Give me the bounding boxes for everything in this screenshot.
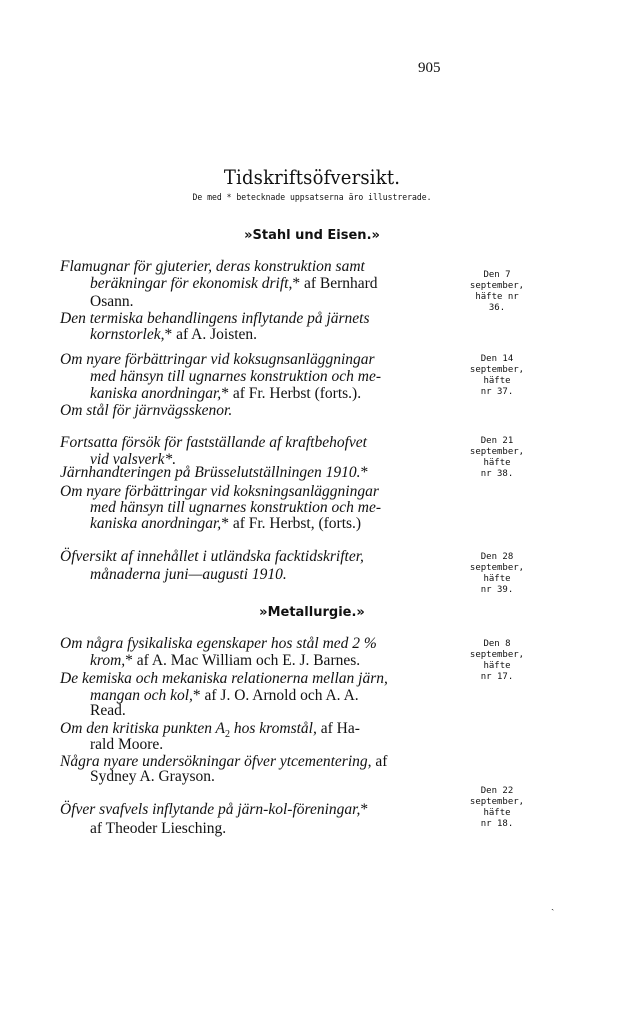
section-heading-stahl-und-eisen: »Stahl und Eisen.» bbox=[244, 228, 380, 243]
date-note-6-line-3: häfte bbox=[483, 808, 511, 818]
entry-5-line-8-part-2: af bbox=[371, 753, 388, 770]
entry-5-line-7-part-1: rald Moore. bbox=[90, 736, 164, 753]
date-note-2-line-3: häfte bbox=[483, 376, 511, 386]
entry-3-line-4 bbox=[60, 484, 379, 500]
entry-2-line-4-part-1: Om stål för järnvägsskenor. bbox=[60, 402, 233, 419]
date-note-3-line-3: häfte bbox=[483, 458, 511, 468]
date-note-1-line-4: 36. bbox=[488, 303, 506, 313]
entry-2-line-2 bbox=[90, 369, 381, 385]
date-note-3 bbox=[464, 436, 530, 480]
entry-1-line-5 bbox=[90, 327, 257, 343]
date-note-6-line-1: Den 22 bbox=[480, 786, 514, 796]
entry-5-line-4 bbox=[90, 688, 359, 704]
entry-4-line-1 bbox=[60, 549, 364, 565]
entry-6-line-1-part-2: * bbox=[360, 801, 369, 818]
page-number: 905 bbox=[418, 60, 441, 76]
entry-4-line-2-part-1: månaderna juni—augusti 1910. bbox=[90, 566, 287, 583]
entry-2-line-2-part-1: med hänsyn till ugnarnes konstruktion och me- bbox=[90, 368, 382, 385]
entry-3-line-4-part-1: Om nyare förbättringar vid koksningsanläggningar bbox=[60, 483, 379, 500]
entry-1-line-4 bbox=[60, 311, 370, 327]
entry-5-line-1 bbox=[60, 636, 377, 652]
date-note-1-line-2: september, bbox=[469, 281, 525, 291]
entry-1-line-2 bbox=[90, 276, 378, 292]
date-note-5-line-4: nr 17. bbox=[480, 672, 514, 682]
entry-3-line-3-part-2: * bbox=[360, 464, 369, 481]
entry-5-line-6-part-2: 2 bbox=[225, 729, 231, 741]
entry-2-line-1-part-1: Om nyare förbättringar vid koksugnsanläggningar bbox=[60, 351, 375, 368]
entry-2-line-3 bbox=[90, 386, 361, 402]
entry-5-line-9-part-1: Sydney A. Grayson. bbox=[90, 768, 215, 785]
date-note-5-line-2: september, bbox=[469, 650, 525, 660]
date-note-2 bbox=[464, 354, 530, 398]
entry-1-line-5-part-2: * af A. Joisten. bbox=[164, 326, 258, 343]
entry-1-line-4-part-1: Den termiska behandlingens inflytande på järnets bbox=[60, 310, 370, 327]
entry-5-line-2-part-1: krom, bbox=[90, 652, 126, 669]
date-note-5-line-3: häfte bbox=[483, 661, 511, 671]
entry-3-line-5-part-1: med hänsyn till ugnarnes konstruktion och me- bbox=[90, 499, 382, 516]
entry-5-line-3 bbox=[60, 671, 388, 687]
entry-5-line-4-part-1: mangan och kol, bbox=[90, 687, 193, 704]
date-note-6-line-2: september, bbox=[469, 797, 525, 807]
entry-2-line-4 bbox=[60, 403, 232, 419]
date-note-4 bbox=[464, 552, 530, 596]
page-title: Tidskriftsöfversikt. bbox=[223, 165, 401, 189]
margin-mark: ˎ bbox=[551, 900, 555, 911]
entry-5-line-6-part-3: hos kromstål, bbox=[230, 720, 317, 737]
entry-6-line-2 bbox=[90, 821, 226, 837]
date-note-5 bbox=[464, 639, 530, 683]
entry-5-line-9 bbox=[90, 769, 215, 785]
entry-3-line-3 bbox=[60, 465, 368, 481]
entry-5-line-5-part-1: Read. bbox=[90, 702, 126, 719]
entry-6-line-1 bbox=[60, 802, 368, 818]
entry-5-line-2 bbox=[90, 653, 360, 669]
date-note-6 bbox=[464, 786, 530, 830]
entry-5-line-6-part-1: Om den kritiska punkten A bbox=[60, 720, 226, 737]
entry-1-line-1 bbox=[60, 259, 365, 275]
entry-5-line-8-part-1: Några nyare undersökningar öfver ytcementering, bbox=[60, 753, 372, 770]
entry-1-line-3-part-1: Osann. bbox=[90, 293, 134, 310]
date-note-2-line-2: september, bbox=[469, 365, 525, 375]
date-note-4-line-4: nr 39. bbox=[480, 585, 514, 595]
entry-2-line-3-part-1: kaniska anordningar, bbox=[90, 385, 222, 402]
date-note-3-line-2: september, bbox=[469, 447, 525, 457]
date-note-3-line-4: nr 38. bbox=[480, 469, 514, 479]
entry-3-line-6 bbox=[90, 516, 361, 532]
date-note-4-line-2: september, bbox=[469, 563, 525, 573]
entry-2-line-1 bbox=[60, 352, 375, 368]
entry-3-line-1-part-1: Fortsatta försök för fastställande af kraftbehofvet bbox=[60, 434, 367, 451]
entry-2-line-3-part-2: * af Fr. Herbst (forts.). bbox=[221, 385, 362, 402]
entry-5-line-5 bbox=[90, 703, 126, 719]
date-note-2-line-4: nr 37. bbox=[480, 387, 514, 397]
entry-6-line-2-part-1: af Theoder Liesching. bbox=[90, 820, 227, 837]
entry-5-line-7 bbox=[90, 737, 163, 753]
date-note-4-line-3: häfte bbox=[483, 574, 511, 584]
entry-3-line-2-part-1: vid valsverk*. bbox=[90, 451, 177, 468]
date-note-3-line-1: Den 21 bbox=[480, 436, 514, 446]
entry-5-line-6-part-4: af Ha- bbox=[316, 720, 360, 737]
entry-5-line-2-part-2: * af A. Mac William och E. J. Barnes. bbox=[125, 652, 361, 669]
entry-1-line-5-part-1: kornstorlek, bbox=[90, 326, 165, 343]
date-note-1-line-3: häfte nr bbox=[475, 292, 519, 302]
entry-1-line-2-part-2: * af Bernhard bbox=[292, 275, 378, 292]
date-note-5-line-1: Den 8 bbox=[483, 639, 511, 649]
entry-5-line-3-part-1: De kemiska och mekaniska relationerna mellan järn, bbox=[60, 670, 388, 687]
date-note-1 bbox=[464, 270, 530, 314]
entry-4-line-2 bbox=[90, 567, 287, 583]
entry-6-line-1-part-1: Öfver svafvels inflytande på järn-kol-föreningar, bbox=[60, 801, 361, 818]
entry-5-line-4-part-2: * af J. O. Arnold och A. A. bbox=[192, 687, 359, 704]
section-heading-metallurgie: »Metallurgie.» bbox=[259, 605, 365, 620]
entry-3-line-1 bbox=[60, 435, 367, 451]
entry-3-line-5 bbox=[90, 500, 381, 516]
date-note-2-line-1: Den 14 bbox=[480, 354, 514, 364]
entry-1-line-2-part-1: beräkningar för ekonomisk drift, bbox=[90, 275, 293, 292]
entry-3-line-3-part-1: Järnhandteringen på Brüsselutställningen 1910. bbox=[60, 464, 361, 481]
entry-1-line-3 bbox=[90, 294, 133, 310]
entry-4-line-1-part-1: Öfversikt af innehållet i utländska facktidskrifter, bbox=[60, 548, 364, 565]
entry-3-line-6-part-1: kaniska anordningar, bbox=[90, 515, 222, 532]
entry-3-line-6-part-2: * af Fr. Herbst, (forts.) bbox=[221, 515, 362, 532]
entry-1-line-1-part-1: Flamugnar för gjuterier, deras konstruktion samt bbox=[60, 258, 365, 275]
entry-5-line-1-part-1: Om några fysikaliska egenskaper hos stål med 2 % bbox=[60, 635, 377, 652]
date-note-4-line-1: Den 28 bbox=[480, 552, 514, 562]
subtitle: De med * betecknade uppsatserna äro illustrerade. bbox=[192, 193, 432, 203]
date-note-1-line-1: Den 7 bbox=[483, 270, 511, 280]
date-note-6-line-4: nr 18. bbox=[480, 819, 514, 829]
